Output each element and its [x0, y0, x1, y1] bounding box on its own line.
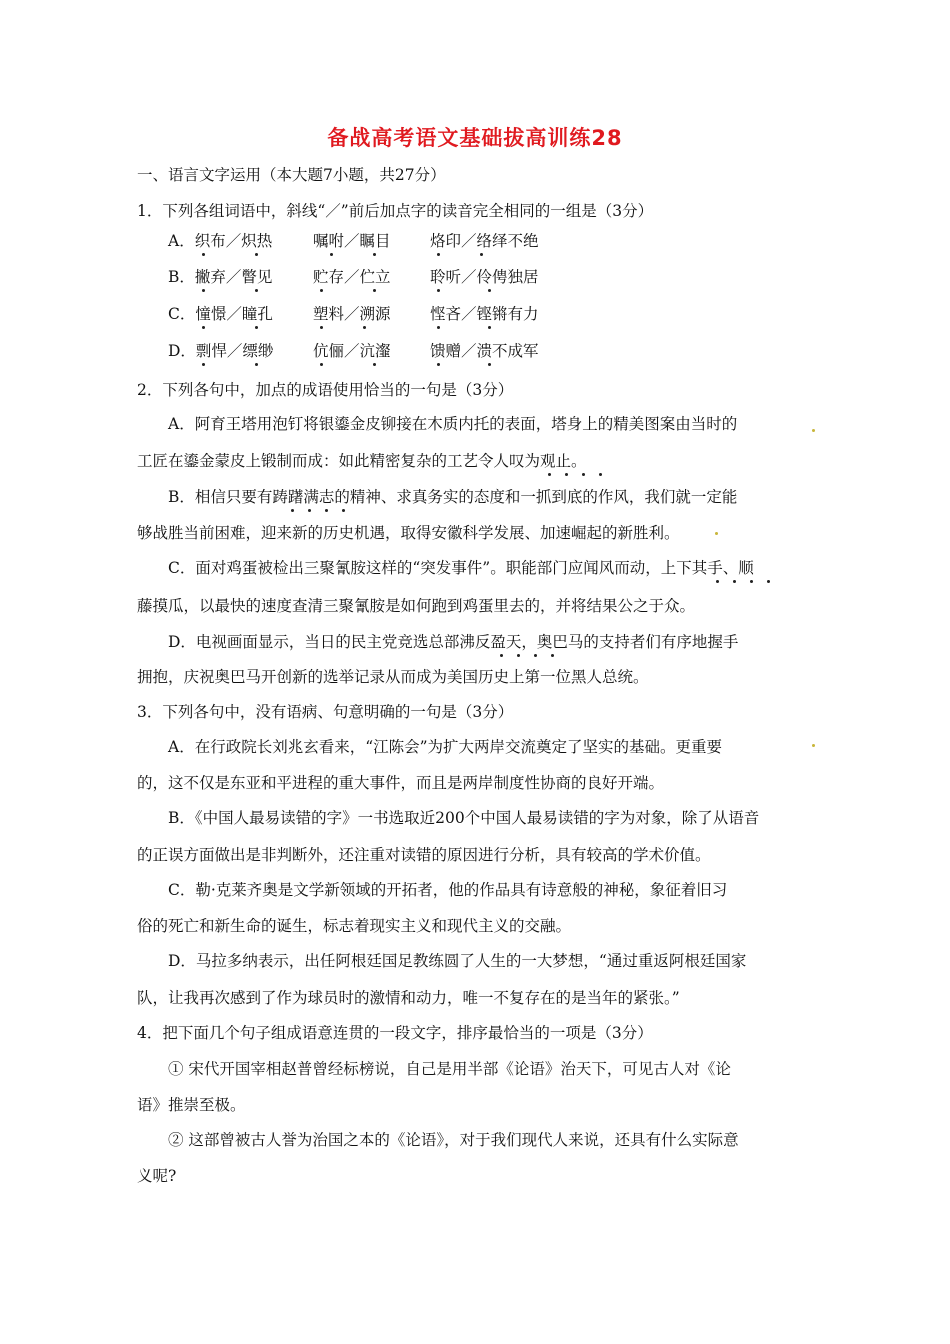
q1-option-b-group-2: 贮存／伫立 — [313, 268, 391, 286]
q1-option-b-group-3: 聆听／伶俜独居 — [430, 268, 539, 286]
question-3-stem: 3．下列各句中，没有语病、句意明确的一句是（3分） — [137, 703, 514, 721]
emphasis-dot — [320, 363, 323, 366]
emphasis-dot — [330, 253, 333, 256]
q1-option-a-group-2: 嘱咐／瞩目 — [313, 232, 391, 250]
q1-option-a-group-3: 烙印／络绎不绝 — [430, 232, 539, 250]
q3-option-c-line-2: 俗的死亡和新生命的诞生，标志着现实主义和现代主义的交融。 — [137, 917, 572, 935]
q2-option-a-line-1: A．阿育王塔用泡钉将银鎏金皮铆接在木质内托的表面，塔身上的精美图案由当时的 — [168, 415, 738, 433]
stray-mark — [812, 744, 815, 747]
emphasis-dot — [599, 473, 602, 476]
emphasis-dot — [437, 326, 440, 329]
q1-option-d-group-1: D．剽悍／缥缈 — [168, 342, 274, 360]
q2-option-b-line-2: 够战胜当前困难，迎来新的历史机遇，取得安徽科学发展、加速崛起的新胜利。 — [137, 524, 680, 542]
q1-option-b-group-1: B．撇弃／瞥见 — [168, 268, 273, 286]
emphasis-dot — [565, 473, 568, 476]
q2-option-b-line-1: B．相信只要有踌躇满志的精神、求真务实的态度和一抓到底的作风，我们就一定能 — [168, 488, 738, 506]
emphasis-dot — [488, 363, 491, 366]
emphasis-dot — [342, 509, 345, 512]
q2-option-c-line-2: 藤摸瓜，以最快的速度查清三聚氰胺是如何跑到鸡蛋里去的，并将结果公之于众。 — [137, 597, 696, 615]
q1-option-a-group-1: A．织布／炽热 — [168, 232, 273, 250]
question-2-stem: 2．下列各句中，加点的成语使用恰当的一句是（3分） — [137, 381, 514, 399]
question-1-stem: 1．下列各组词语中，斜线“／”前后加点字的读音完全相同的一组是（3分） — [137, 202, 654, 220]
emphasis-dot — [500, 654, 503, 657]
q3-option-c-line-1: C．勒·克莱齐奥是文学新领域的开拓者，他的作品具有诗意般的神秘，象征着旧习 — [168, 881, 728, 899]
emphasis-dot — [488, 289, 491, 292]
emphasis-dot — [202, 289, 205, 292]
emphasis-dot — [320, 326, 323, 329]
emphasis-dot — [325, 509, 328, 512]
emphasis-dot — [202, 253, 205, 256]
page-title: 备战高考语文基础拔高训练28 — [327, 126, 623, 150]
emphasis-dot — [437, 363, 440, 366]
q3-option-a-line-1: A．在行政院长刘兆玄看来，“江陈会”为扩大两岸交流奠定了坚实的基础。更重要 — [168, 738, 723, 756]
emphasis-dot — [255, 289, 258, 292]
q1-option-d-group-2: 伉俪／沆瀣 — [313, 342, 391, 360]
section-heading: 一、语言文字运用（本大题7小题，共27分） — [137, 166, 446, 184]
q1-option-c-group-3: 悭吝／铿锵有力 — [430, 305, 539, 323]
emphasis-dot — [437, 253, 440, 256]
emphasis-dot — [750, 580, 753, 583]
q3-option-d-line-1: D．马拉多纳表示，出任阿根廷国足教练圆了人生的一大梦想，“通过重返阿根廷国家 — [168, 952, 747, 970]
emphasis-dot — [582, 473, 585, 476]
q3-option-b-line-1: B．《中国人最易读错的字》一书选取近200个中国人最易读错的字为对象，除了从语音 — [168, 809, 760, 827]
emphasis-dot — [373, 253, 376, 256]
q4-sentence-1-line-2: 语》推崇至极。 — [137, 1096, 246, 1114]
q2-option-d-line-2: 拥抱，庆祝奥巴马开创新的选举记录从而成为美国历史上第一位黑人总统。 — [137, 668, 649, 686]
emphasis-dot — [517, 654, 520, 657]
q2-option-a-line-2: 工匠在鎏金蒙皮上锻制而成：如此精密复杂的工艺令人叹为观止。 — [137, 452, 587, 470]
emphasis-dot — [551, 654, 554, 657]
emphasis-dot — [255, 363, 258, 366]
q3-option-d-line-2: 队，让我再次感到了作为球员时的激情和动力，唯一不复存在的是当年的紧张。” — [137, 989, 680, 1007]
q2-option-d-line-1: D．电视画面显示，当日的民主党竞选总部沸反盈天，奥巴马的支持者们有序地握手 — [168, 633, 739, 651]
q4-sentence-2-line-2: 义呢? — [137, 1167, 177, 1185]
stray-mark — [812, 429, 815, 432]
emphasis-dot — [767, 580, 770, 583]
emphasis-dot — [255, 326, 258, 329]
q4-sentence-1-line-1: ① 宋代开国宰相赵普曾经标榜说，自己是用半部《论语》治天下，可见古人对《论 — [168, 1060, 731, 1078]
emphasis-dot — [320, 289, 323, 292]
q1-option-d-group-3: 馈赠／溃不成军 — [430, 342, 539, 360]
q4-sentence-2-line-1: ② 这部曾被古人誉为治国之本的《论语》，对于我们现代人来说，还具有什么实际意 — [168, 1131, 739, 1149]
emphasis-dot — [733, 580, 736, 583]
emphasis-dot — [363, 326, 366, 329]
q1-option-c-group-2: 塑料／溯源 — [313, 305, 391, 323]
emphasis-dot — [488, 326, 491, 329]
emphasis-dot — [534, 654, 537, 657]
emphasis-dot — [202, 363, 205, 366]
q2-option-c-line-1: C．面对鸡蛋被检出三聚氰胺这样的“突发事件”。职能部门应闻风而动，上下其手、顺 — [168, 559, 754, 577]
emphasis-dot — [202, 326, 205, 329]
emphasis-dot — [291, 509, 294, 512]
question-4-stem: 4．把下面几个句子组成语意连贯的一段文字，排序最恰当的一项是（3分） — [137, 1024, 653, 1042]
emphasis-dot — [308, 509, 311, 512]
emphasis-dot — [373, 363, 376, 366]
q3-option-b-line-2: 的正误方面做出是非判断外，还注重对读错的原因进行分析，具有较高的学术价值。 — [137, 846, 711, 864]
q1-option-c-group-1: C．憧憬／瞳孔 — [168, 305, 273, 323]
emphasis-dot — [255, 253, 258, 256]
emphasis-dot — [480, 253, 483, 256]
q3-option-a-line-2: 的，这不仅是东亚和平进程的重大事件，而且是两岸制度性协商的良好开端。 — [137, 774, 665, 792]
stray-mark — [715, 532, 718, 535]
emphasis-dot — [548, 473, 551, 476]
emphasis-dot — [716, 580, 719, 583]
emphasis-dot — [373, 289, 376, 292]
emphasis-dot — [437, 289, 440, 292]
